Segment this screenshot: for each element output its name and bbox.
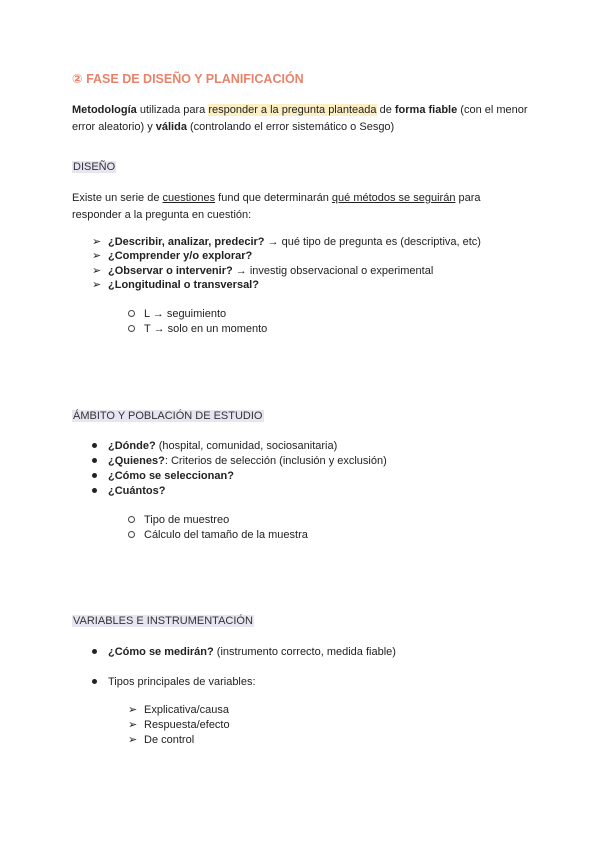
underlined-term: qué métodos se seguirán — [331, 192, 456, 204]
page-title — [72, 71, 304, 86]
arrow-bullet-icon: ➢ — [92, 265, 102, 277]
underlined-term: cuestiones — [162, 192, 216, 204]
bullet-icon — [92, 458, 97, 463]
hollow-bullet-icon — [128, 516, 135, 523]
arrow-bullet-icon: ➢ — [92, 236, 102, 248]
arrow-bullet-icon: ➢ — [128, 734, 138, 746]
intro-text: (controlando el error sistemático o Sesgo) — [186, 121, 395, 133]
bullet-icon — [92, 443, 97, 448]
sub-list-item: Tipo de muestreo — [128, 513, 229, 528]
hollow-bullet-icon — [128, 310, 135, 317]
list-item: ➢ ¿Comprender y/o explorar? — [92, 250, 253, 262]
bullet-icon — [92, 488, 97, 493]
sub-list-item: Cálculo del tamaño de la muestra — [128, 528, 308, 543]
intro-highlight: responder a la pregunta planteada — [208, 104, 377, 116]
bullet-icon — [92, 679, 97, 684]
list-item: ➢ ¿Longitudinal o transversal? — [92, 279, 259, 291]
list-item: ¿Quienes?: Criterios de selección (inclusión y exclusión) — [92, 454, 387, 469]
list-item: ➢ ¿Describir, analizar, predecir? → qué tipo de pregunta es (descriptiva, etc) — [92, 236, 481, 248]
title-text: FASE DE DISEÑO Y PLANIFICACIÓN — [86, 72, 304, 86]
list-item: ¿Cómo se seleccionan? — [92, 469, 234, 484]
sub-list-item: ➢ Respuesta/efecto — [128, 719, 230, 731]
intro-bold-metodologia: Metodología — [72, 104, 137, 116]
intro-text: utilizada para — [136, 104, 209, 116]
section-heading-variables: VARIABLES E INSTRUMENTACIÓN — [73, 615, 253, 627]
arrow-bullet-icon: ➢ — [92, 250, 102, 262]
sub-list-item: L → seguimiento — [128, 307, 226, 322]
sub-list-item: ➢ Explicativa/causa — [128, 704, 229, 716]
arrow-bullet-icon: ➢ — [92, 279, 102, 291]
hollow-bullet-icon — [128, 325, 135, 332]
list-item: ¿Dónde? (hospital, comunidad, sociosanitaria) — [92, 439, 337, 454]
circled-two-icon: ② — [72, 72, 83, 86]
list-item: ¿Cuántos? — [92, 484, 165, 499]
section-heading-ambito: ÁMBITO Y POBLACIÓN DE ESTUDIO — [73, 410, 263, 422]
bullet-icon — [92, 649, 97, 654]
intro-bold-fiable: forma fiable — [394, 104, 458, 116]
arrow-bullet-icon: ➢ — [128, 719, 138, 731]
list-item: ➢ ¿Observar o intervenir? → investig observacional o experimental — [92, 265, 434, 277]
intro-text: (con el menor error aleatorio) y — [72, 104, 528, 133]
hollow-bullet-icon — [128, 531, 135, 538]
diseno-paragraph: Existe un serie de cuestiones fund que determinarán qué métodos se seguirán para responder a la pregunta en cuestión: — [72, 192, 481, 221]
intro-text: de — [376, 104, 395, 116]
sub-list-item: T → solo en un momento — [128, 322, 267, 337]
list-item: ¿Cómo se medirán? (instrumento correcto, medida fiable) — [92, 645, 396, 660]
intro-paragraph — [72, 102, 532, 136]
list-item: Tipos principales de variables: — [92, 675, 256, 690]
section-heading-diseno: DISEÑO — [73, 161, 116, 173]
arrow-bullet-icon: ➢ — [128, 704, 138, 716]
bullet-icon — [92, 473, 97, 478]
sub-list-item: ➢ De control — [128, 734, 195, 746]
intro-bold-valida: válida — [155, 121, 187, 133]
